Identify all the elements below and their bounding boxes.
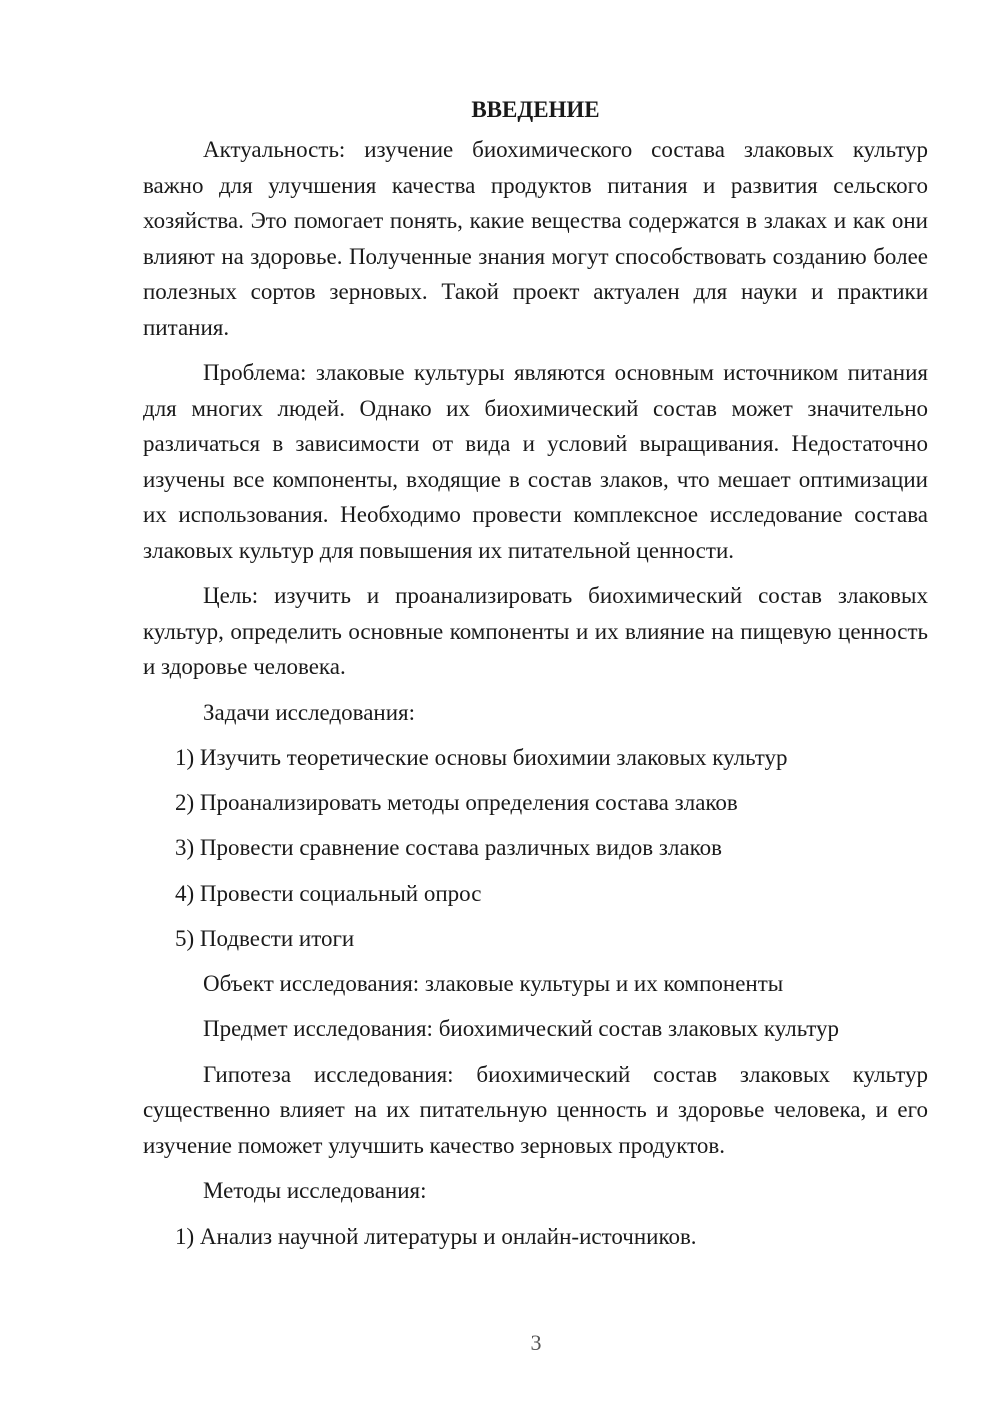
paragraph-problem: Проблема: злаковые культуры являются основным источником питания для многих людей. Однако их биохимический состав может значительно различаться в зависимости от вида и условий выращивания. Недостаточно изучены все компоненты, входящие в состав злаков, что мешает оптимизации их использования. Необходимо провести комплексное исследование состава злаковых культур для повышения их питательной ценности. <box>143 360 928 563</box>
page-content <box>143 92 928 1264</box>
paragraph-object: Объект исследования: злаковые культуры и их компоненты <box>203 970 784 996</box>
list-item: 1) Изучить теоретические основы биохимии злаковых культур <box>175 745 788 770</box>
page-title: ВВЕДЕНИЕ <box>471 97 600 122</box>
list-item: 4) Провести социальный опрос <box>175 880 482 906</box>
list-item: 5) Подвести итоги <box>175 925 355 951</box>
tasks-heading: Задачи исследования: <box>203 699 416 725</box>
paragraph-subject: Предмет исследования: биохимический состав злаковых культур <box>203 1016 840 1042</box>
paragraph-relevance: Актуальность: изучение биохимического состава злаковых культур важно для улучшения качества продуктов питания и развития сельского хозяйства. Это помогает понять, какие вещества содержатся в злаках и как они влияют на здоровье. Полученные знания могут способствовать созданию более полезных сортов зерновых. Такой проект актуален для науки и практики питания. <box>143 137 928 340</box>
paragraph-hypothesis: Гипотеза исследования: биохимический состав злаковых культур существенно влияет на их питательную ценность и здоровье человека, и его изучение поможет улучшить качество зерновых продуктов. <box>143 1061 928 1158</box>
paragraph-goal: Цель: изучить и проанализировать биохимический состав злаковых культур, определить основные компоненты и их влияние на пищевую ценность и здоровье человека. <box>143 583 928 679</box>
list-item: 1) Анализ научной литературы и онлайн-источников. <box>175 1223 697 1249</box>
methods-list <box>143 1219 928 1255</box>
list-item: 2) Проанализировать методы определения состава злаков <box>175 790 738 816</box>
list-item: 3) Провести сравнение состава различных видов злаков <box>175 835 723 861</box>
tasks-list <box>143 740 928 956</box>
methods-heading: Методы исследования: <box>203 1178 427 1204</box>
page-number: 3 <box>530 1330 542 1355</box>
